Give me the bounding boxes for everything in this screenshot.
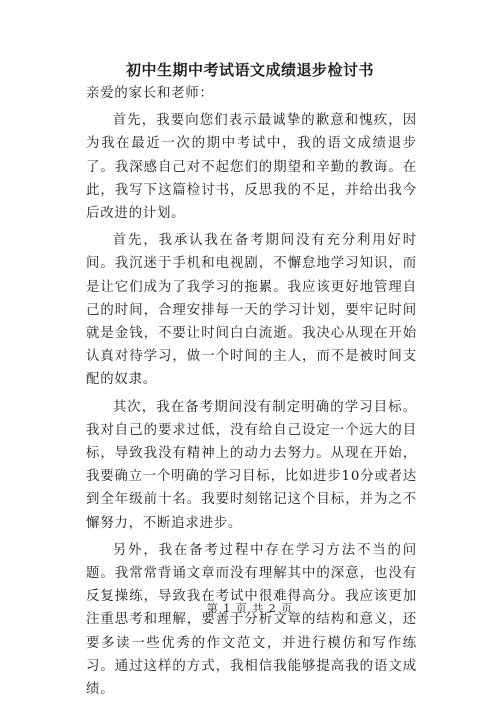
page-footer <box>0 602 500 616</box>
page-number-label: 第 1 页 共 2 页 <box>206 602 294 615</box>
document-title: 初中生期中考试语文成绩退步检讨书 <box>125 61 374 79</box>
salutation: 亲爱的家长和老师： <box>86 86 214 101</box>
paragraph-3: 其次，我在备考期间没有制定明确的学习目标。我对自己的要求过低，没有给自己设定一个远大的目标，导致我没有精神上的动力去努力。从现在开始，我要确立一个明确的学习目标，比如进步10分或者达到全年级前十名。我要时刻铭记这个目标，并为之不懈努力，不断追求进步。 <box>86 399 417 531</box>
paragraph-1: 首先，我要向您们表示最诚挚的歉意和愧疚，因为我在最近一次的期中考试中，我的语文成绩退步了。我深感自己对不起您们的期望和辛勤的教诲。在此，我写下这篇检讨书，反思我的不足，并给出我今后改进的计划。 <box>86 113 417 222</box>
paragraph-4: 另外，我在备考过程中存在学习方法不当的问题。我常常背诵文章而没有理解其中的深意，也没有反复操练，导致我在考试中很难得高分。我应该更加注重思考和理解，要善于分析文章的结构和意义，还要多读一些优秀的作文范文，并进行模仿和写作练习。通过这样的方式，我相信我能够提高我的语文成绩。 <box>86 542 417 698</box>
paragraph-2: 首先，我承认我在备考期间没有充分利用好时间。我沉迷于手机和电视剧，不懈怠地学习知识，而是让它们成为了我学习的拖累。我应该更好地管理自己的时间，合理安排每一天的学习计划，要牢记时间就是金钱，不要让时间白白流逝。我决心从现在开始认真对待学习，做一个时间的主人，而不是被时间支配的奴隶。 <box>86 233 417 388</box>
